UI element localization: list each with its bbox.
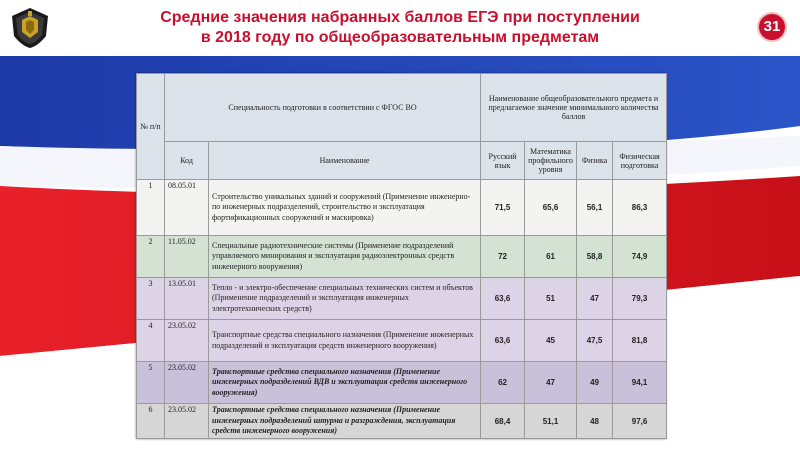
scores-table xyxy=(136,73,667,439)
row-physical-training: 79,3 xyxy=(613,278,667,320)
header-number: № п/п xyxy=(137,74,165,180)
slide-title xyxy=(80,8,720,48)
row-russian: 71,5 xyxy=(481,180,525,236)
row-code: 23.05.02 xyxy=(165,362,209,404)
row-physical-training: 94,1 xyxy=(613,362,667,404)
row-name: Строительство уникальных зданий и сооружений (Применение инженерно-по инженерных подразделений, строительство и эксплуатация фортификационных сооружений и маскировка) xyxy=(209,180,481,236)
row-physics: 56,1 xyxy=(577,180,613,236)
row-code: 23.05.02 xyxy=(165,320,209,362)
scores-table-panel xyxy=(136,73,666,439)
row-name: Транспортные средства специального назначения (Применение инженерных подразделений и эксплуатация средств инженерного вооружения) xyxy=(209,320,481,362)
row-physical-training: 97,6 xyxy=(613,404,667,439)
row-physical-training: 74,9 xyxy=(613,236,667,278)
row-number: 3 xyxy=(137,278,165,320)
table-row xyxy=(137,180,667,236)
table-row xyxy=(137,320,667,362)
row-code: 13.05.01 xyxy=(165,278,209,320)
table-row xyxy=(137,278,667,320)
row-code: 11.05.02 xyxy=(165,236,209,278)
header-subjects: Наименование общеобразовательного предмета и предлагаемое значение минимального количества баллов xyxy=(481,74,667,142)
title-line-2: в 2018 году по общеобразовательным предметам xyxy=(200,29,600,46)
row-physics: 49 xyxy=(577,362,613,404)
table-row xyxy=(137,236,667,278)
row-number: 1 xyxy=(137,180,165,236)
header-specialty: Специальность подготовки в соответствии с ФГОС ВО xyxy=(165,74,481,142)
header-physical-training: Физическая подготовка xyxy=(613,142,667,180)
row-math: 45 xyxy=(525,320,577,362)
row-russian: 72 xyxy=(481,236,525,278)
table-row xyxy=(137,404,667,439)
row-math: 47 xyxy=(525,362,577,404)
row-russian: 63,6 xyxy=(481,278,525,320)
row-number: 6 xyxy=(137,404,165,439)
row-math: 65,6 xyxy=(525,180,577,236)
row-physical-training: 81,8 xyxy=(613,320,667,362)
header-math: Математика профильного уровня xyxy=(525,142,577,180)
row-russian: 68,4 xyxy=(481,404,525,439)
row-math: 51 xyxy=(525,278,577,320)
header-code: Код xyxy=(165,142,209,180)
row-number: 4 xyxy=(137,320,165,362)
row-russian: 62 xyxy=(481,362,525,404)
slide-number-badge xyxy=(757,12,787,42)
row-physics: 47,5 xyxy=(577,320,613,362)
row-math: 61 xyxy=(525,236,577,278)
row-number: 2 xyxy=(137,236,165,278)
row-physics: 47 xyxy=(577,278,613,320)
slide-header xyxy=(0,0,800,56)
row-code: 08.05.01 xyxy=(165,180,209,236)
header-row-1 xyxy=(137,74,667,142)
row-name: Транспортные средства специального назначения (Применение инженерных подразделений ВДВ и эксплуатация средств инженерного вооружения) xyxy=(209,362,481,404)
row-math: 51,1 xyxy=(525,404,577,439)
header-row-2 xyxy=(137,142,667,180)
row-number: 5 xyxy=(137,362,165,404)
row-name: Тепло - и электро-обеспечение специальных технических систем и объектов (Применение подразделений и эксплуатация инженерных электротехнических средств) xyxy=(209,278,481,320)
row-physics: 48 xyxy=(577,404,613,439)
row-name: Транспортные средства специального назначения (Применение инженерных подразделений штурма и разграждения, эксплуатация средств инженерного вооружения) xyxy=(209,404,481,439)
row-russian: 63,6 xyxy=(481,320,525,362)
table-row xyxy=(137,362,667,404)
title-line-1: Средние значения набранных баллов ЕГЭ при поступлении xyxy=(160,9,640,26)
header-physics: Физика xyxy=(577,142,613,180)
slide-number: 31 xyxy=(763,18,781,35)
row-physics: 58,8 xyxy=(577,236,613,278)
row-name: Специальные радиотехнические системы (Применение подразделений управляемого минирования и эксплуатация радиоэлектронных средств инженерного вооружения) xyxy=(209,236,481,278)
academy-emblem-icon xyxy=(8,6,52,50)
header-russian: Русский язык xyxy=(481,142,525,180)
row-code: 23.05.02 xyxy=(165,404,209,439)
header-name: Наименование xyxy=(209,142,481,180)
row-physical-training: 86,3 xyxy=(613,180,667,236)
